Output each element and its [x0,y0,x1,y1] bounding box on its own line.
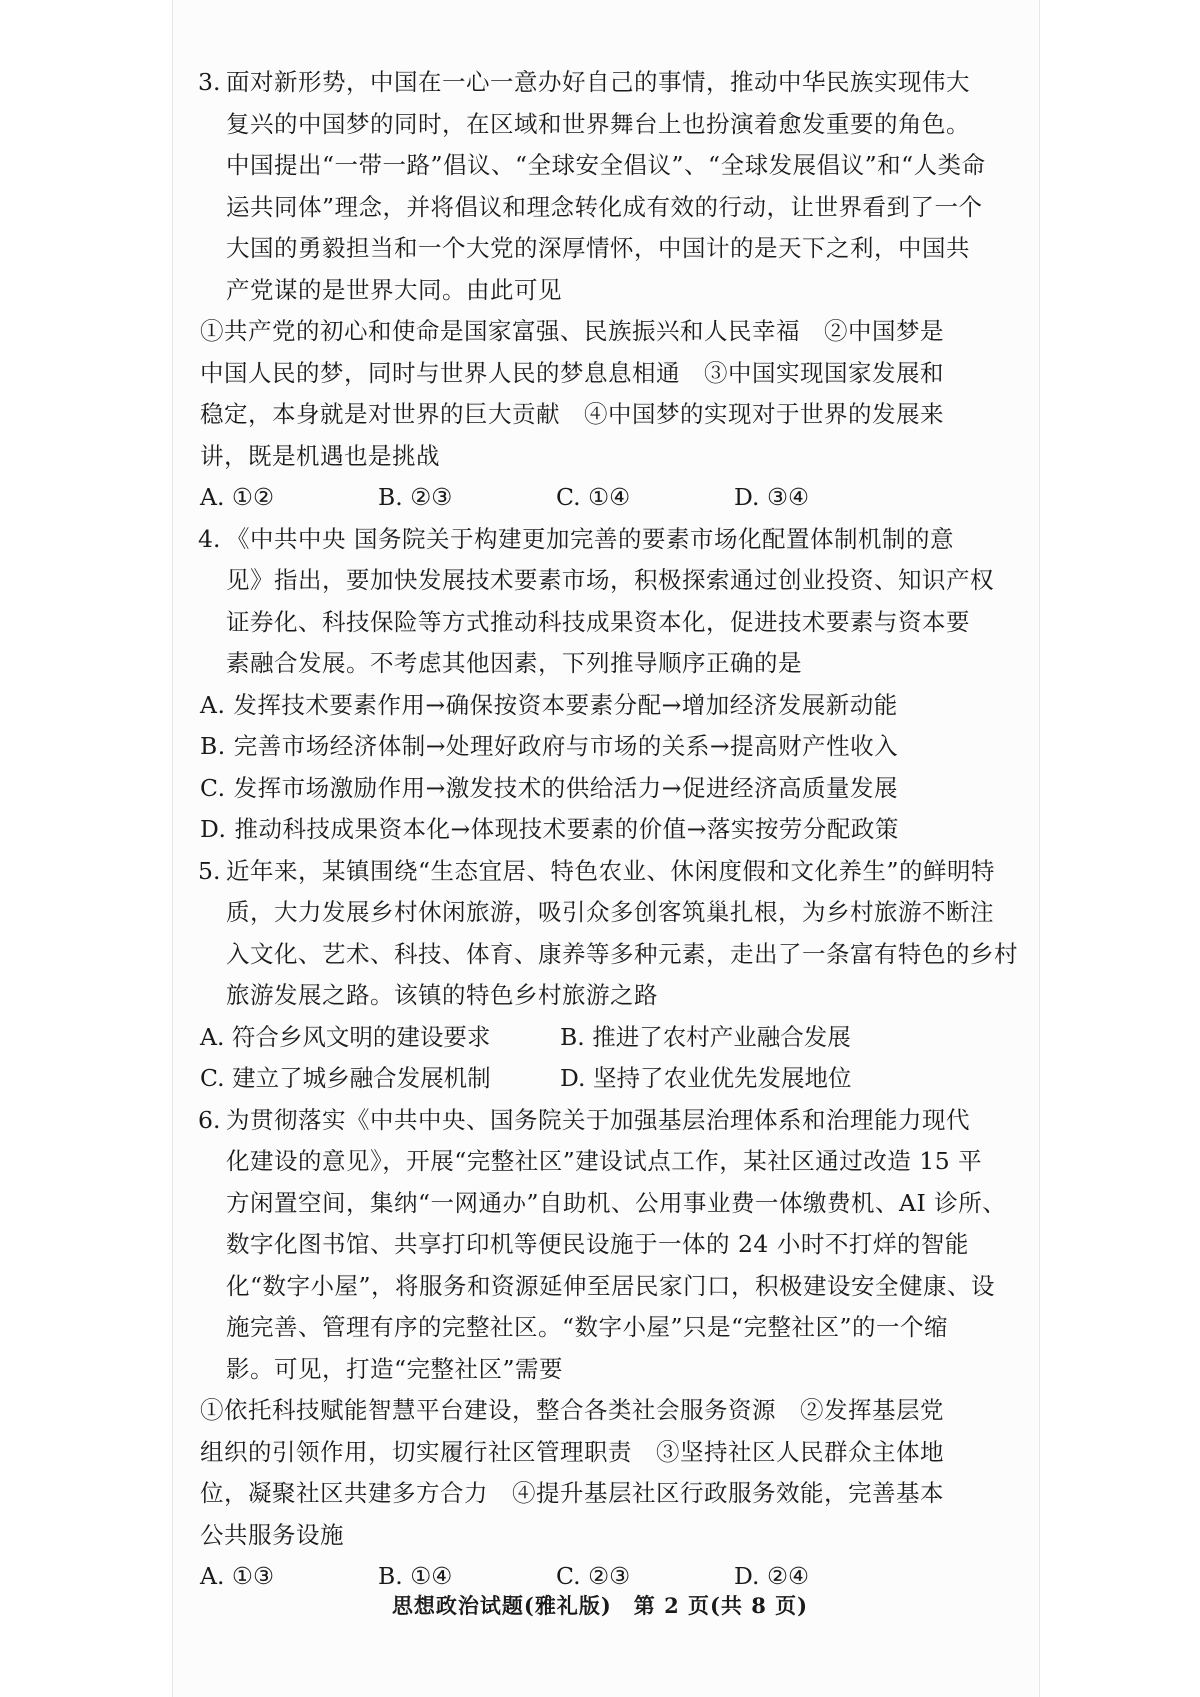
statement-list [200,1390,1028,1556]
stem-line: 素融合发展。不考虑其他因素，下列推导顺序正确的是 [226,649,802,677]
option-d: D. ③④ [734,483,810,511]
question-stem [200,62,1028,311]
option-c: C. ②③ [556,1562,631,1590]
stem-line: 见》指出，要加快发展技术要素市场，积极探索通过创业投资、知识产权 [226,566,994,594]
option-a: A. ①③ [200,1562,275,1590]
question-number: 6. [198,1105,221,1134]
statement-line: 讲，既是机遇也是挑战 [200,441,440,470]
option-a: A. 符合乡风文明的建设要求 [200,1022,491,1051]
statement-list [200,311,1028,477]
stem-line: 施完善、管理有序的完整社区。“数字小屋”只是“完整社区”的一个缩 [226,1313,949,1341]
question-4 [200,519,1028,851]
option-a: A. 发挥技术要素作用→确保按资本要素分配→增加经济发展新动能 [200,690,898,719]
stem-line: 面对新形势，中国在一心一意办好自己的事情，推动中华民族实现伟大 [226,68,970,96]
question-6 [200,1100,1028,1598]
question-stem [200,851,1028,1017]
question-number: 4. [198,524,221,553]
option-d: D. 坚持了农业优先发展地位 [560,1064,852,1092]
option-b: B. 推进了农村产业融合发展 [560,1022,851,1051]
stem-line: 旅游发展之路。该镇的特色乡村旅游之路 [226,981,658,1009]
answer-options-row [200,1058,1028,1100]
stem-line: 近年来，某镇围绕“生态宜居、特色农业、休闲度假和文化养生”的鲜明特 [226,856,996,885]
question-number: 3. [198,68,221,96]
option-a: A. ①② [200,483,275,511]
question-3 [200,62,1028,519]
statement-line: 中国人民的梦，同时与世界人民的梦息息相通 ③中国实现国家发展和 [200,358,944,387]
stem-line: 为贯彻落实《中共中央、国务院关于加强基层治理体系和治理能力现代 [226,1105,970,1134]
stem-line: 《中共中央 国务院关于构建更加完善的要素市场化配置体制机制的意 [226,524,954,553]
option-d: D. 推动科技成果资本化→体现技术要素的价值→落实按劳分配政策 [200,815,899,843]
stem-line: 化“数字小屋”，将服务和资源延伸至居民家门口，积极建设安全健康、设 [226,1271,996,1300]
question-stem [200,1100,1028,1391]
question-number: 5. [198,856,221,885]
stem-line: 影。可见，打造“完整社区”需要 [226,1354,564,1383]
statement-line: 组织的引领作用，切实履行社区管理职责 ③坚持社区人民群众主体地 [200,1437,944,1466]
statement-line: ①依托科技赋能智慧平台建设，整合各类社会服务资源 ②发挥基层党 [200,1396,944,1424]
stem-line: 化建设的意见》，开展“完整社区”建设试点工作，某社区通过改造 15 平 [226,1147,983,1175]
stem-line: 证券化、科技保险等方式推动科技成果资本化，促进技术要素与资本要 [226,607,970,636]
question-stem [200,519,1028,685]
option-b: B. 完善市场经济体制→处理好政府与市场的关系→提高财产性收入 [200,732,899,760]
stem-line: 中国提出“一带一路”倡议、“全球安全倡议”、“全球发展倡议”和“人类命 [226,151,986,179]
statement-line: ①共产党的初心和使命是国家富强、民族振兴和人民幸福 ②中国梦是 [200,317,944,345]
question-5 [200,851,1028,1100]
answer-options [200,477,1028,519]
answer-options-row [200,1017,1028,1059]
stem-line: 方闲置空间，集纳“一网通办”自助机、公用事业费一体缴费机、AI 诊所、 [226,1188,1007,1217]
stem-line: 入文化、艺术、科技、体育、康养等多种元素，走出了一条富有特色的乡村 [226,939,1018,968]
stem-line: 复兴的中国梦的同时，在区域和世界舞台上也扮演着愈发重要的角色。 [226,109,970,138]
stem-line: 大国的勇毅担当和一个大党的深厚情怀，中国计的是天下之利，中国共 [226,234,970,262]
option-d: D. ②④ [734,1562,810,1590]
statement-line: 稳定，本身就是对世界的巨大贡献 ④中国梦的实现对于世界的发展来 [200,400,944,428]
option-b: B. ②③ [378,483,453,511]
stem-line: 产党谋的是世界大同。由此可见 [226,275,562,304]
stem-line: 数字化图书馆、共享打印机等便民设施于一体的 24 小时不打烊的智能 [226,1230,969,1258]
statement-line: 公共服务设施 [200,1520,344,1549]
option-c: C. 建立了城乡融合发展机制 [200,1064,491,1092]
stem-line: 运共同体”理念，并将倡议和理念转化成有效的行动，让世界看到了一个 [226,192,983,221]
option-b: B. ①④ [378,1562,453,1590]
page-footer: 思想政治试题(雅礼版) 第 2 页(共 8 页) [391,1593,809,1618]
option-c: C. ①④ [556,483,631,511]
exam-page-content [200,62,1028,1598]
option-c: C. 发挥市场激励作用→激发技术的供给活力→促进经济高质量发展 [200,773,898,802]
statement-line: 位，凝聚社区共建多方合力 ④提升基层社区行政服务效能，完善基本 [200,1479,944,1507]
stem-line: 质，大力发展乡村休闲旅游，吸引众多创客筑巢扎根，为乡村旅游不断注 [226,898,994,926]
